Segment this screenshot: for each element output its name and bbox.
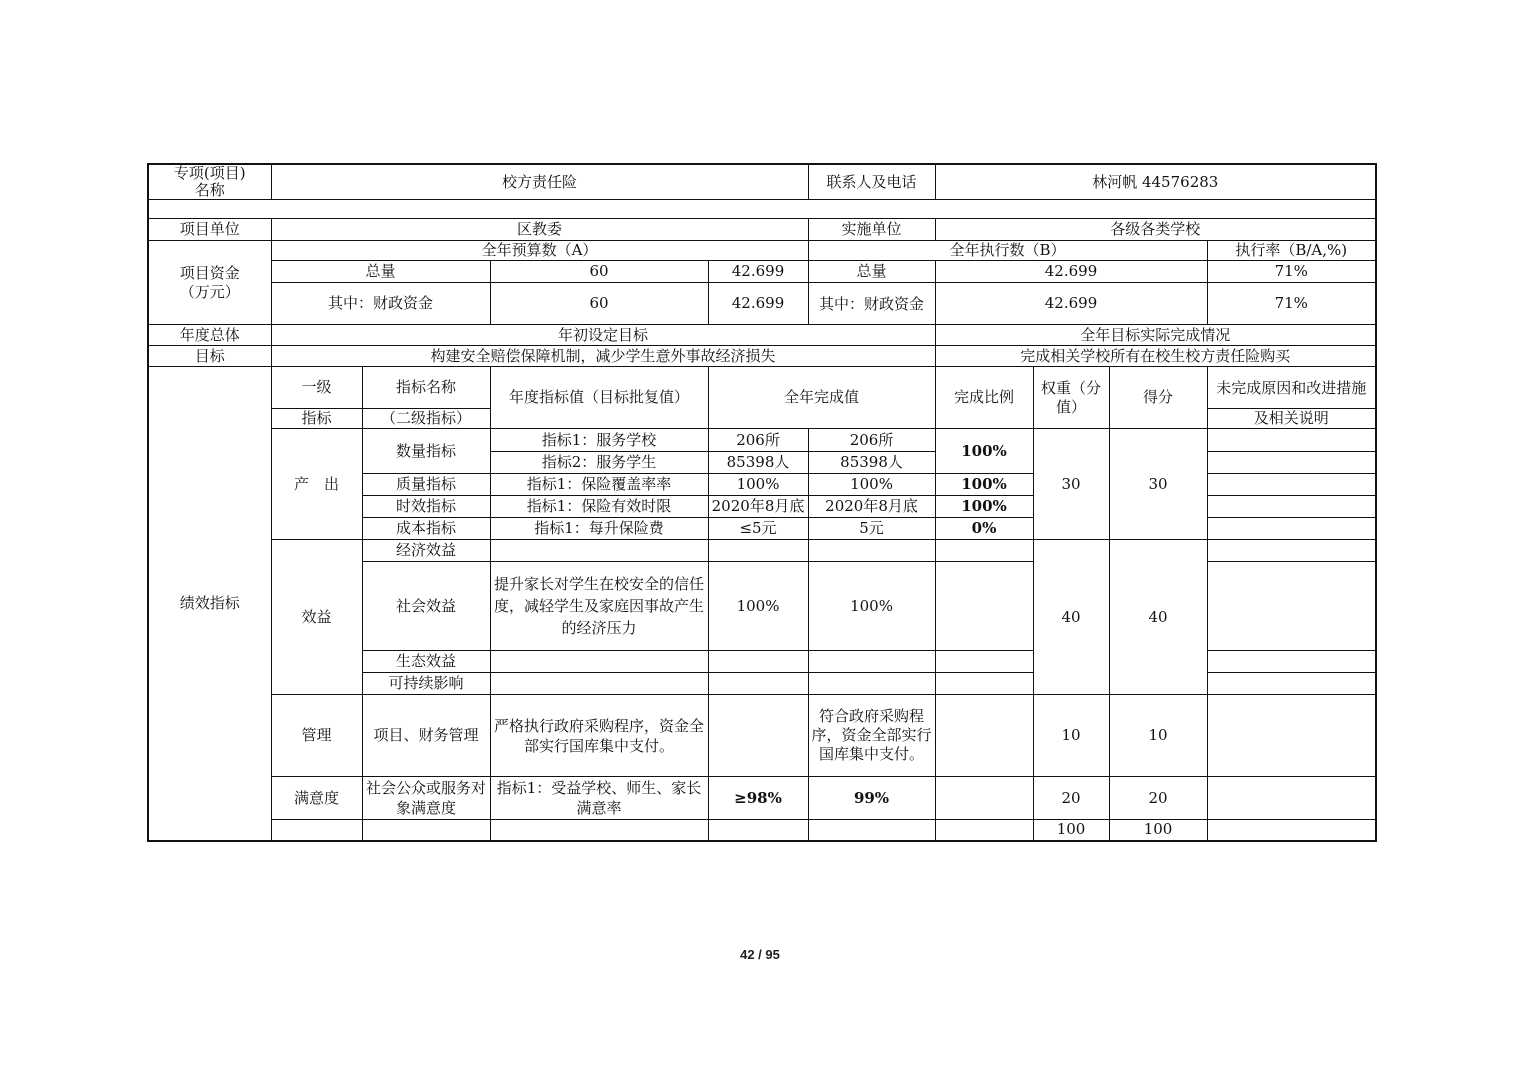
fiscal-exec-label: 其中：财政资金: [808, 283, 935, 325]
economic-label: 经济效益: [362, 540, 490, 562]
impl-value: 各级各类学校: [935, 219, 1376, 241]
goals-label-1: 年度总体: [148, 325, 271, 346]
empty-cell: [708, 540, 808, 562]
total-rate: 71%: [1207, 261, 1376, 283]
reason-cell: [1207, 673, 1376, 695]
reason-cell: [1207, 496, 1376, 518]
reason-cell: [1207, 695, 1376, 777]
goals-set-value: 构建安全赔偿保障机制，减少学生意外事故经济损失: [271, 346, 935, 367]
unit-label: 项目单位: [148, 219, 271, 241]
col-score: 得分: [1109, 367, 1207, 429]
management-weight: 10: [1033, 695, 1109, 777]
project-name-label: 专项(项目) 名称: [148, 164, 271, 200]
cost-label: 成本指标: [362, 518, 490, 540]
impl-label: 实施单位: [808, 219, 935, 241]
empty-cell: [808, 540, 935, 562]
empty-cell: [490, 651, 708, 673]
ql1-actual: 100%: [808, 474, 935, 496]
c1-name: 指标1：每升保险费: [490, 518, 708, 540]
sustainable-label: 可持续影响: [362, 673, 490, 695]
goals-actual-value: 完成相关学校所有在校生校方责任险购买: [935, 346, 1376, 367]
benefit-label: 效益: [271, 540, 362, 695]
fiscal-label: 其中：财政资金: [271, 283, 490, 325]
c1-actual: 5元: [808, 518, 935, 540]
fiscal-exec: 42.699: [935, 283, 1207, 325]
quantity-label: 数量指标: [362, 429, 490, 474]
empty-cell: [490, 540, 708, 562]
total-score: 100: [1109, 820, 1207, 841]
goals-set-header: 年初设定目标: [271, 325, 935, 346]
satisfaction-target: ≥98%: [708, 777, 808, 820]
t1-actual: 2020年8月底: [808, 496, 935, 518]
contact-value: 林河帆 44576283: [935, 164, 1376, 200]
goals-label-2: 目标: [148, 346, 271, 367]
fiscal-rate: 71%: [1207, 283, 1376, 325]
management-score: 10: [1109, 695, 1207, 777]
reason-cell: [1207, 474, 1376, 496]
empty-cell: [708, 651, 808, 673]
t1-target: 2020年8月底: [708, 496, 808, 518]
rate-header: 执行率（B/A,%): [1207, 241, 1376, 261]
empty-cell: [935, 562, 1033, 651]
empty-cell: [935, 673, 1033, 695]
q1-target: 206所: [708, 429, 808, 452]
empty-cell: [490, 820, 708, 841]
quality-label: 质量指标: [362, 474, 490, 496]
budget-header: 全年预算数（A）: [271, 241, 808, 261]
col-reason-b: 及相关说明: [1207, 409, 1376, 429]
empty-cell: [708, 673, 808, 695]
performance-table: [147, 163, 1377, 842]
social-label: 社会效益: [362, 562, 490, 651]
management-name: 项目、财务管理: [362, 695, 490, 777]
t1-name: 指标1：保险有效时限: [490, 496, 708, 518]
col-level1-a: 一级: [271, 367, 362, 409]
page-number: 42 / 95: [740, 947, 780, 962]
t-ratio: 100%: [935, 496, 1033, 518]
empty-cell: [935, 540, 1033, 562]
empty-cell: [935, 651, 1033, 673]
unit-value: 区教委: [271, 219, 808, 241]
fiscal-budget: 60: [490, 283, 708, 325]
empty-cell: [935, 777, 1033, 820]
q2-target: 85398人: [708, 452, 808, 474]
q-ratio: 100%: [935, 429, 1033, 474]
management-label: 管理: [271, 695, 362, 777]
satisfaction-score: 20: [1109, 777, 1207, 820]
exec-header: 全年执行数（B）: [808, 241, 1207, 261]
total-exec-label: 总量: [808, 261, 935, 283]
q2-name: 指标2：服务学生: [490, 452, 708, 474]
col-level1-b: 指标: [271, 409, 362, 429]
col-target: 年度指标值（目标批复值）: [490, 367, 708, 429]
empty-cell: [935, 820, 1033, 841]
total-label-cell: [271, 820, 362, 841]
total-label: 总量: [271, 261, 490, 283]
ql1-name: 指标1：保险覆盖率率: [490, 474, 708, 496]
social-actual: 100%: [808, 562, 935, 651]
ql-ratio: 100%: [935, 474, 1033, 496]
total-budget: 60: [490, 261, 708, 283]
funds-label: 项目资金 （万元）: [148, 241, 271, 325]
timeliness-label: 时效指标: [362, 496, 490, 518]
empty-cell: [708, 820, 808, 841]
satisfaction-actual: 99%: [808, 777, 935, 820]
empty-cell: [808, 673, 935, 695]
empty-cell: [935, 695, 1033, 777]
reason-cell: [1207, 651, 1376, 673]
ecological-label: 生态效益: [362, 651, 490, 673]
satisfaction-name: 社会公众或服务对象满意度: [362, 777, 490, 820]
output-score: 30: [1109, 429, 1207, 540]
reason-cell: [1207, 562, 1376, 651]
reason-cell: [1207, 540, 1376, 562]
social-target: 100%: [708, 562, 808, 651]
q1-name: 指标1：服务学校: [490, 429, 708, 452]
fiscal-budget-2: 42.699: [708, 283, 808, 325]
indicators-label: 绩效指标: [148, 367, 271, 841]
goals-actual-header: 全年目标实际完成情况: [935, 325, 1376, 346]
col-name-b: （二级指标）: [362, 409, 490, 429]
management-target: 严格执行政府采购程序，资金全部实行国库集中支付。: [490, 695, 708, 777]
empty-cell: [808, 651, 935, 673]
reason-cell: [1207, 518, 1376, 540]
reason-cell: [1207, 820, 1376, 841]
total-weight: 100: [1033, 820, 1109, 841]
empty-cell: [808, 820, 935, 841]
q2-actual: 85398人: [808, 452, 935, 474]
benefit-weight: 40: [1033, 540, 1109, 695]
social-target-text: 提升家长对学生在校安全的信任度，减轻学生及家庭因事故产生的经济压力: [490, 562, 708, 651]
satisfaction-weight: 20: [1033, 777, 1109, 820]
reason-cell: [1207, 452, 1376, 474]
empty-cell: [708, 695, 808, 777]
output-label: 产 出: [271, 429, 362, 540]
total-budget-2: 42.699: [708, 261, 808, 283]
reason-cell: [1207, 429, 1376, 452]
col-actual: 全年完成值: [708, 367, 935, 429]
ql1-target: 100%: [708, 474, 808, 496]
empty-cell: [362, 820, 490, 841]
col-name-a: 指标名称: [362, 367, 490, 409]
total-exec: 42.699: [935, 261, 1207, 283]
empty-cell: [490, 673, 708, 695]
c-ratio: 0%: [935, 518, 1033, 540]
contact-label: 联系人及电话: [808, 164, 935, 200]
col-ratio: 完成比例: [935, 367, 1033, 429]
project-name: 校方责任险: [271, 164, 808, 200]
benefit-score: 40: [1109, 540, 1207, 695]
col-reason-a: 未完成原因和改进措施: [1207, 367, 1376, 409]
col-weight: 权重（分值）: [1033, 367, 1109, 429]
management-actual: 符合政府采购程序，资金全部实行国库集中支付。: [808, 695, 935, 777]
satisfaction-indicator: 指标1：受益学校、师生、家长满意率: [490, 777, 708, 820]
reason-cell: [1207, 777, 1376, 820]
satisfaction-label: 满意度: [271, 777, 362, 820]
q1-actual: 206所: [808, 429, 935, 452]
output-weight: 30: [1033, 429, 1109, 540]
c1-target: ≤5元: [708, 518, 808, 540]
